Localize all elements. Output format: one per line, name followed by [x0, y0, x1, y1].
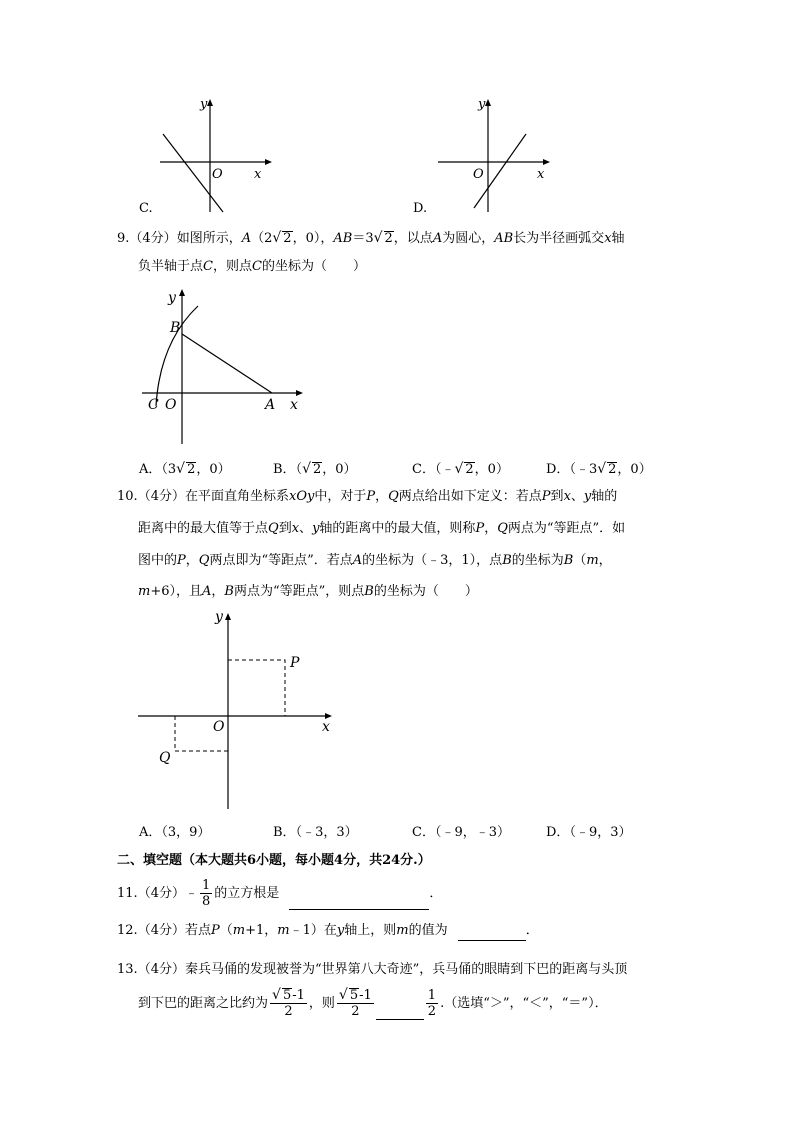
q12: 12.（4分）若点P（m+1，m﹣1）在y轴上，则m的值为 ． [117, 921, 539, 941]
q13-fraction-1: $\frac{√ 5-1}{2}$ [272, 987, 305, 1019]
q10-option-b[interactable]: B．（﹣3，3） [273, 825, 358, 840]
q10-fig-o: O [213, 719, 225, 735]
graph-c-y-label: y [200, 97, 208, 112]
q11: 11.（4分）﹣ $\frac{1}{8}$ 的立方根是 ． [117, 878, 443, 909]
section-2-title: 二、填空题（本大题共6小题，每小题4分，共24分.） [117, 853, 431, 868]
q10-line2: 距离中的最大值等于点Q到x、y轴的距离中的最大值，则称P，Q两点为“等距点”．如 [138, 521, 626, 536]
q10-fig-p: P [290, 655, 300, 671]
q10-figure [135, 605, 345, 815]
q9-option-b[interactable]: B．（√ 2，0） [273, 461, 357, 477]
q9-fig-c: C [148, 397, 159, 413]
q9-line2: 负半轴于点C，则点C的坐标为（ ） [138, 259, 366, 274]
option-c-label: C. [139, 201, 153, 216]
option-d-label: D. [413, 201, 428, 216]
q9-fig-b: B [170, 320, 181, 336]
q13-answer-blank[interactable] [376, 1005, 424, 1020]
q11-fraction: $\frac{1}{8}$ [201, 878, 211, 909]
q11-answer-blank[interactable] [289, 895, 429, 910]
q12-answer-blank[interactable] [458, 926, 526, 941]
q10-line3: 图中的P，Q两点即为“等距点”．若点A的坐标为（﹣3，1），点B的坐标为B（m， [138, 553, 612, 568]
q10-fig-x: x [322, 719, 330, 735]
q10-fig-q: Q [159, 750, 171, 766]
graph-d-origin: O [473, 167, 484, 182]
q10-option-a[interactable]: A．（3，9） [139, 825, 211, 840]
q9-fig-y: y [168, 290, 176, 306]
graph-d-x-label: x [537, 167, 545, 182]
q13-fraction-2: $\frac{√ 5-1}{2}$ [338, 987, 372, 1019]
q10-line4: m+6），且A，B两点为“等距点”，则点B的坐标为（ ） [138, 584, 478, 599]
q10-option-d[interactable]: D．（﹣9，3） [546, 825, 632, 840]
q9-option-d[interactable]: D．（﹣3√ 2，0） [546, 461, 652, 477]
graph-option-c [150, 90, 280, 220]
q10-fig-y: y [215, 609, 223, 625]
q13-line1: 13.（4分）秦兵马俑的发现被誉为“世界第八大奇迹”，兵马俑的眼睛到下巴的距离与头顶 [117, 962, 628, 977]
q9-fig-o: O [165, 397, 177, 413]
q9-option-c[interactable]: C．（﹣√ 2，0） [412, 461, 509, 477]
q13-fraction-3: $\frac{1}{2}$ [427, 988, 437, 1019]
q9-figure [140, 282, 310, 447]
q9-option-a[interactable]: A．（3√ 2，0） [139, 461, 231, 477]
q9-line1: 9.（4分）如图所示，A（2√ 2，0），AB＝3√ 2，以点A为圆心，AB长为半径画弧交x轴 [117, 230, 625, 246]
graph-c-origin: O [212, 167, 223, 182]
graph-option-d [430, 90, 560, 220]
q13-line2: 到下巴的距离之比约为 $\frac{√ 5-1}{2}$ ，则 $\frac{√ 5-1}{2}$ $\frac{1}{2}$ .（选填“＞”，“＜”，“＝”）． [138, 987, 608, 1019]
graph-c-x-label: x [254, 167, 262, 182]
q10-option-c[interactable]: C．（﹣9，﹣3） [412, 825, 510, 840]
q10-line1: 10.（4分）在平面直角坐标系xOy中，对于P，Q两点给出如下定义：若点P到x、y轴的 [117, 489, 618, 504]
q9-fig-x: x [290, 397, 298, 413]
graph-d-y-label: y [478, 97, 486, 112]
q9-fig-a: A [265, 397, 276, 413]
